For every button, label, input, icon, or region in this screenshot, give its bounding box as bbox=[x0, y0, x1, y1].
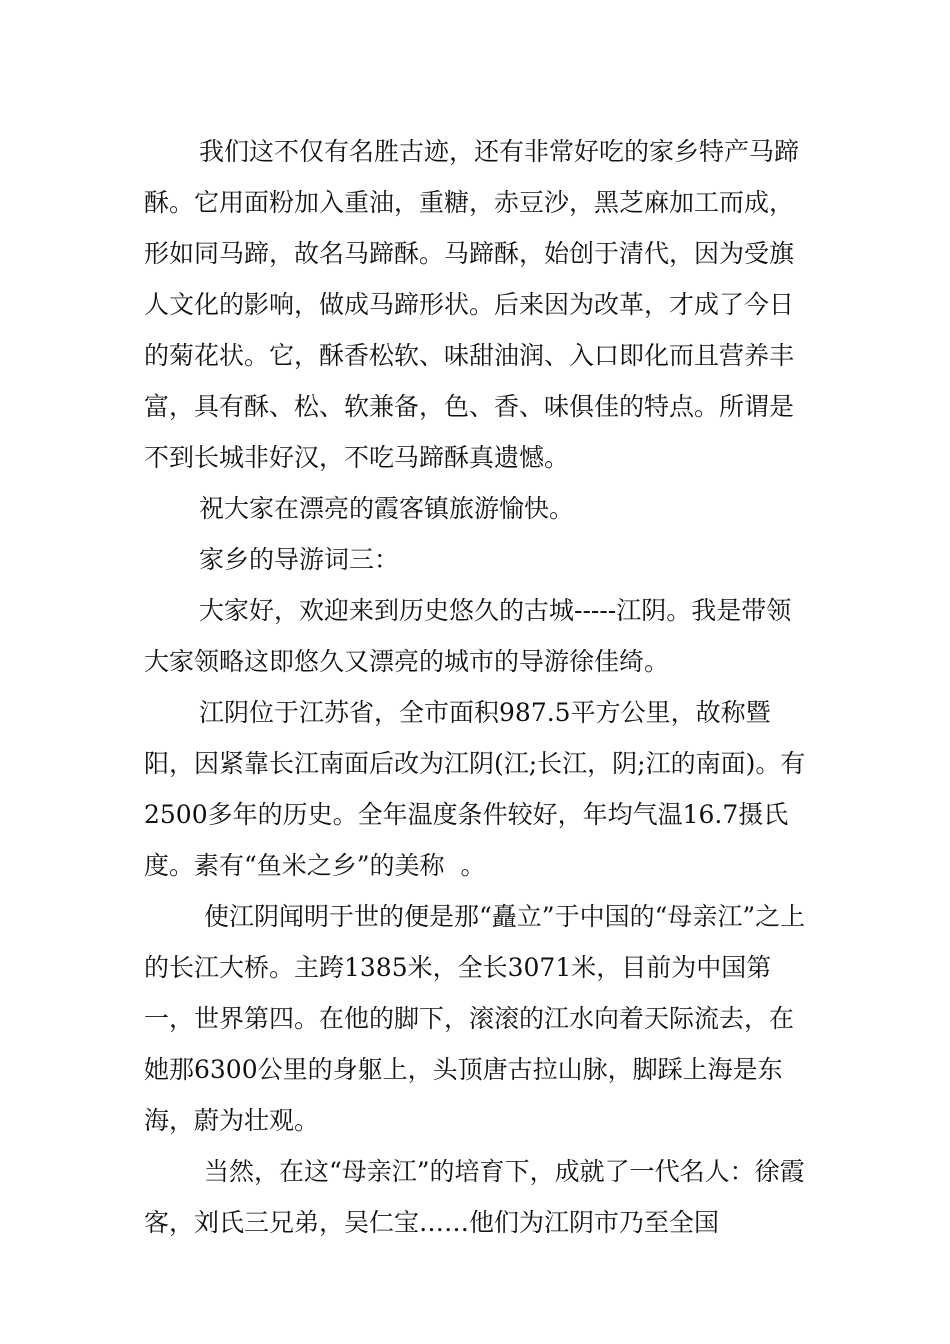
paragraph-yangtze-bridge: 使江阴闻明于世的便是那“矗立”于中国的“母亲江”之上的长江大桥。主跨1385米，全长3071米，目前为中国第一，世界第四。在他的脚下，滚滚的江水向着天际流去，在她那6300公里的身躯上，头顶唐古拉山脉，脚踩上海是东海，蔚为壮观。 bbox=[144, 902, 806, 1135]
paragraph-famous-people: 当然，在这“母亲江”的培育下，成就了一代名人：徐霞客，刘氏三兄弟，吴仁宝……他们为江阴市乃至全国 bbox=[144, 1157, 805, 1237]
paragraph-jiangyin-location: 江阴位于江苏省，全市面积987.5平方公里，故称暨阳，因紧靠长江南面后改为江阴(江;长江，阴;江的南面)。有2500多年的历史。全年温度条件较好，年均气温16.7摄氏度。素有“鱼米之乡”的美称 。 bbox=[144, 698, 806, 880]
paragraph-welcome-jiangyin: 大家好，欢迎来到历史悠久的古城-----江阴。我是带领大家领略这即悠久又漂亮的城市的导游徐佳绮。 bbox=[144, 596, 792, 676]
paragraph-mati-su: 我们这不仅有名胜古迹，还有非常好吃的家乡特产马蹄酥。它用面粉加入重油，重糖，赤豆沙，黑芝麻加工而成，形如同马蹄，故名马蹄酥。马蹄酥，始创于清代，因为受旗人文化的影响，做成马蹄形状。后来因为改革，才成了今日的菊花状。它，酥香松软、味甜油润、入口即化而且营养丰富，具有酥、松、软兼备，色、香、味俱佳的特点。所谓是 不到长城非好汉，不吃马蹄酥真遗憾。 bbox=[144, 137, 802, 472]
section-heading-guide-three: 家乡的导游词三： bbox=[199, 545, 400, 574]
paragraph-closing-wish: 祝大家在漂亮的霞客镇旅游愉快。 bbox=[199, 494, 575, 523]
document-body bbox=[144, 126, 814, 1248]
